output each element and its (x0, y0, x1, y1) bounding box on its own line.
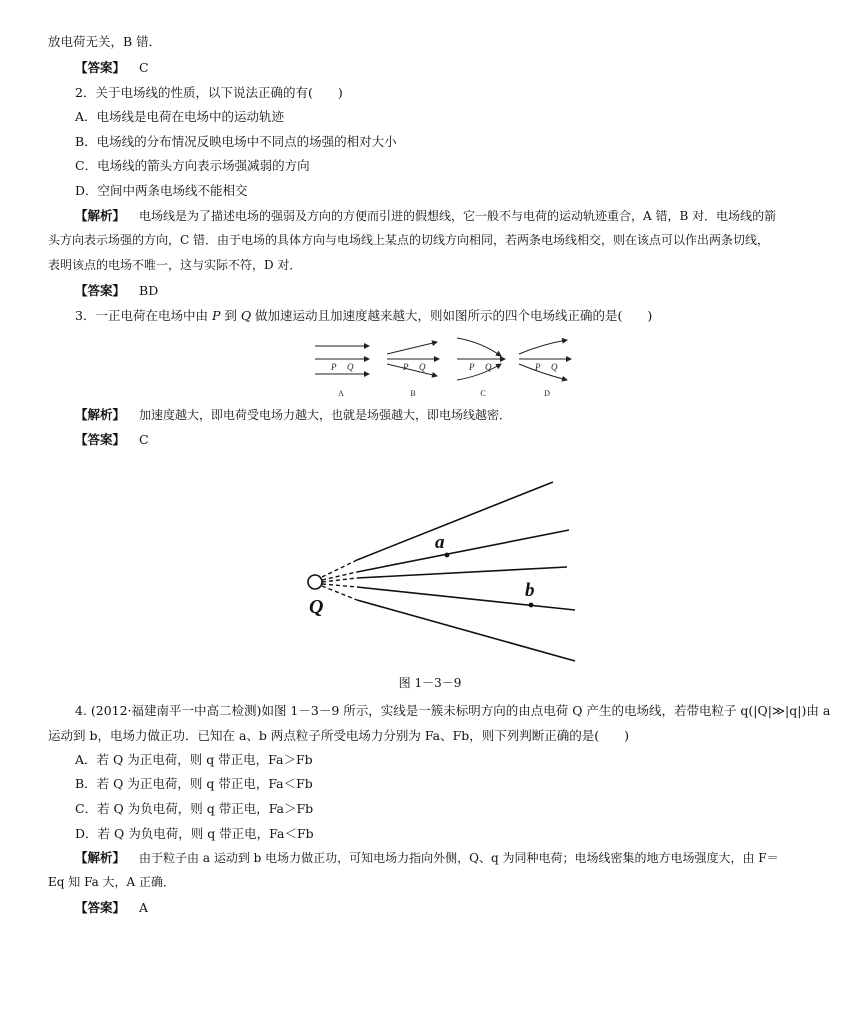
q2-answer-line (75, 279, 845, 303)
label-q: Q (309, 596, 324, 618)
q4-answer: A (139, 900, 149, 915)
q2-option-b: B．电场线的分布情况反映电场中不同点的场强的相对大小 (75, 134, 397, 149)
q3-stem-c: 做加速运动且加速度越来越大，则如图所示的四个电场线正确的是( ) (251, 308, 653, 323)
q4-stem-2: 运动到 b，电场力做正功．已知在 a、b 两点粒子所受电场力分别为 Fa、Fb，则下列判断正确的是( ) (48, 728, 630, 743)
answer-tag: 【 答案 】 (75, 432, 125, 447)
q3-point-p: P (211, 308, 221, 323)
q3-analysis: 加速度越大，即电荷受电场力越大，也就是场强越大，即电场线越密． (139, 408, 512, 422)
q2-answer: BD (139, 283, 159, 298)
fig-a-p: P (331, 362, 337, 372)
fig-c-q: Q (485, 362, 492, 372)
prev-tail: 放电荷无关，B 错． (48, 34, 162, 49)
option-c-diagram (457, 338, 505, 380)
q4-option-d: D．若 Q 为负电荷，则 q 带正电，Fa＜Fb (75, 826, 314, 841)
q2-option-c: C．电场线的箭头方向表示场强减弱的方向 (75, 158, 310, 173)
q4-analysis-line1 (75, 846, 845, 870)
analysis-tag: 【 解析 】 (75, 208, 125, 223)
label-b: b (525, 580, 535, 601)
option-d-diagram (519, 340, 571, 380)
fig-label-a: A (338, 389, 344, 398)
fig-d-q: Q (551, 362, 558, 372)
fig-b-p: P (403, 362, 409, 372)
q2-option-d: D．空间中两条电场线不能相交 (75, 183, 248, 198)
fig-b-q: Q (419, 362, 426, 372)
fig-a-q: Q (347, 362, 354, 372)
q4-answer-line (75, 896, 845, 920)
q2-analysis-1: 电场线是为了描述电场的强弱及方向的方便而引进的假想线，它一般不与电荷的运动轨迹重合，A 错，B 对．电场线的箭 (139, 209, 777, 223)
q2-analysis-3: 表明该点的电场不唯一，这与实际不符，D 对． (48, 258, 302, 272)
point-a-dot (445, 553, 450, 558)
q2-analysis-line1 (75, 204, 815, 228)
q4-option-a: A．若 Q 为正电荷，则 q 带正电，Fa＞Fb (75, 752, 313, 767)
q2-analysis-2: 头方向表示场强的方向，C 错．由于电场的具体方向与电场线上某点的切线方向相同，若两条电场线相交，则在该点可以作出两条切线， (48, 233, 770, 247)
q3-answer: C (139, 432, 149, 447)
answer-tag: 【 答案 】 (75, 60, 125, 75)
q4-analysis-2: Eq 知 Fa 大，A 正确． (48, 875, 176, 889)
point-charge-q (308, 575, 322, 589)
q2-stem: 2．关于电场线的性质，以下说法正确的有( ) (75, 85, 343, 100)
q3-stem (75, 304, 845, 328)
q3-options-figure (305, 330, 585, 402)
option-b-diagram (387, 342, 439, 376)
q4-option-c: C．若 Q 为负电荷，则 q 带正电，Fa＞Fb (75, 801, 314, 816)
figure-caption: 图 1－3－9 (398, 676, 462, 690)
answer-tag: 【 答案 】 (75, 900, 125, 915)
analysis-tag: 【 解析 】 (75, 850, 125, 865)
point-b-dot (529, 603, 534, 608)
q4-stem-1: 4. (2012·福建南平一中高二检测)如图 1－3－9 所示，实线是一簇未标明方向的由点电荷 Q 产生的电场线，若带电粒子 q(|Q|≫|q|)由 a (75, 703, 831, 718)
answer-tag: 【 答案 】 (75, 283, 125, 298)
q1-answer: C (139, 60, 149, 75)
fig-label-c: C (480, 389, 486, 398)
field-line-figure (295, 472, 595, 672)
q3-stem-b: 到 (220, 308, 241, 323)
q3-analysis-line (75, 403, 845, 427)
q2-option-a: A．电场线是电荷在电场中的运动轨迹 (75, 109, 285, 124)
q4-option-b: B．若 Q 为正电荷，则 q 带正电，Fa＜Fb (75, 776, 313, 791)
fig-label-d: D (544, 389, 550, 398)
fig-label-b: B (410, 389, 416, 398)
q4-analysis-1: 由于粒子由 a 运动到 b 电场力做正功，可知电场力指向外侧，Q、q 为同种电荷；电场线密集的地方电场强度大，由 F＝ (139, 851, 779, 865)
fig-d-p: P (535, 362, 541, 372)
q3-answer-line (75, 428, 845, 452)
q1-answer-line (75, 56, 845, 80)
q3-stem-a: 3．一正电荷在电场中由 (75, 308, 212, 323)
analysis-tag: 【 解析 】 (75, 407, 125, 422)
fig-c-p: P (469, 362, 475, 372)
q3-point-q: Q (240, 308, 252, 323)
option-a-diagram (315, 346, 369, 374)
label-a: a (435, 532, 445, 553)
